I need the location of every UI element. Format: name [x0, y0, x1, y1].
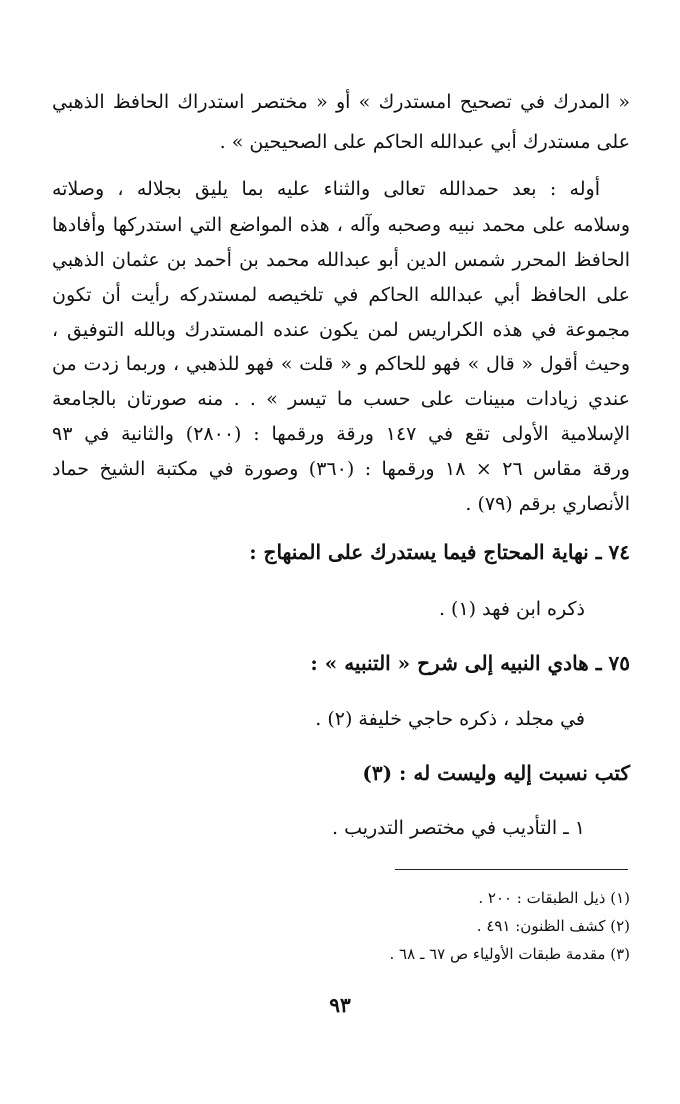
paragraph-2-line-1: أوله : بعد حمدالله تعالى والثناء عليه بما يليق بجلاله ، وصلاته: [52, 178, 600, 200]
section-heading: كتب نسبت إليه وليست له : (٣): [362, 761, 630, 785]
paragraph-1-line-2: على مستدرك أبي عبدالله الحاكم على الصحيحين » .: [219, 131, 630, 153]
page-number: ٩٣: [329, 993, 351, 1017]
entry-75-heading: ٧٥ ـ هادي النبيه إلى شرح « التنبيه » :: [310, 651, 630, 675]
footnote-2: (٢) كشف الظنون: ٤٩١ .: [476, 917, 630, 935]
entry-74-heading: ٧٤ ـ نهاية المحتاج فيما يستدرك على المنهاج :: [249, 540, 630, 564]
footnote-divider: [395, 869, 628, 870]
section-item-1: ١ ـ التأديب في مختصر التدريب .: [331, 817, 585, 839]
paragraph-2-line-3: الحافظ المحرر شمس الدين أبو عبدالله محمد بن أحمد بن عثمان الذهبي: [52, 249, 630, 271]
paragraph-2-line-2: وسلامه على محمد نبيه وصحبه وآله ، هذه المواضع التي استدركها وأفادها: [52, 214, 630, 236]
paragraph-2-line-7: عندي زيادات مبينات على حسب ما تيسر » . . منه صورتان بالجامعة: [52, 388, 630, 410]
paragraph-1-line-1: « المدرك في تصحيح امستدرك » أو « مختصر استدراك الحافظ الذهبي: [52, 91, 630, 113]
paragraph-2-line-10: الأنصاري برقم (٧٩) .: [465, 493, 630, 515]
footnote-3: (٣) مقدمة طبقات الأولياء ص ٦٧ ـ ٦٨ .: [389, 945, 630, 963]
entry-74-text: ذكره ابن فهد (١) .: [438, 598, 585, 620]
paragraph-2-line-6: وحيث أقول « قال » فهو للحاكم و « قلت » فهو للذهبي ، وربما زدت من: [52, 353, 630, 375]
footnote-1: (١) ذيل الطبقات : ٢٠٠ .: [478, 889, 630, 907]
paragraph-2-line-4: على الحافظ أبي عبدالله الحاكم في تلخيصه لمستدركه رأيت أن تكون: [52, 284, 630, 306]
entry-75-text: في مجلد ، ذكره حاجي خليفة (٢) .: [315, 708, 585, 730]
paragraph-2-line-8: الإسلامية الأولى تقع في ١٤٧ ورقة ورقمها : (٢٨٠٠) والثانية في ٩٣: [52, 423, 630, 445]
paragraph-2-line-9: ورقة مقاس ٢٦ × ١٨ ورقمها : (٣٦٠) وصورة في مكتبة الشيخ حماد: [52, 458, 630, 480]
paragraph-2-line-5: مجموعة في هذه الكراريس لمن يكون عنده المستدرك وبالله التوفيق ،: [52, 319, 630, 341]
